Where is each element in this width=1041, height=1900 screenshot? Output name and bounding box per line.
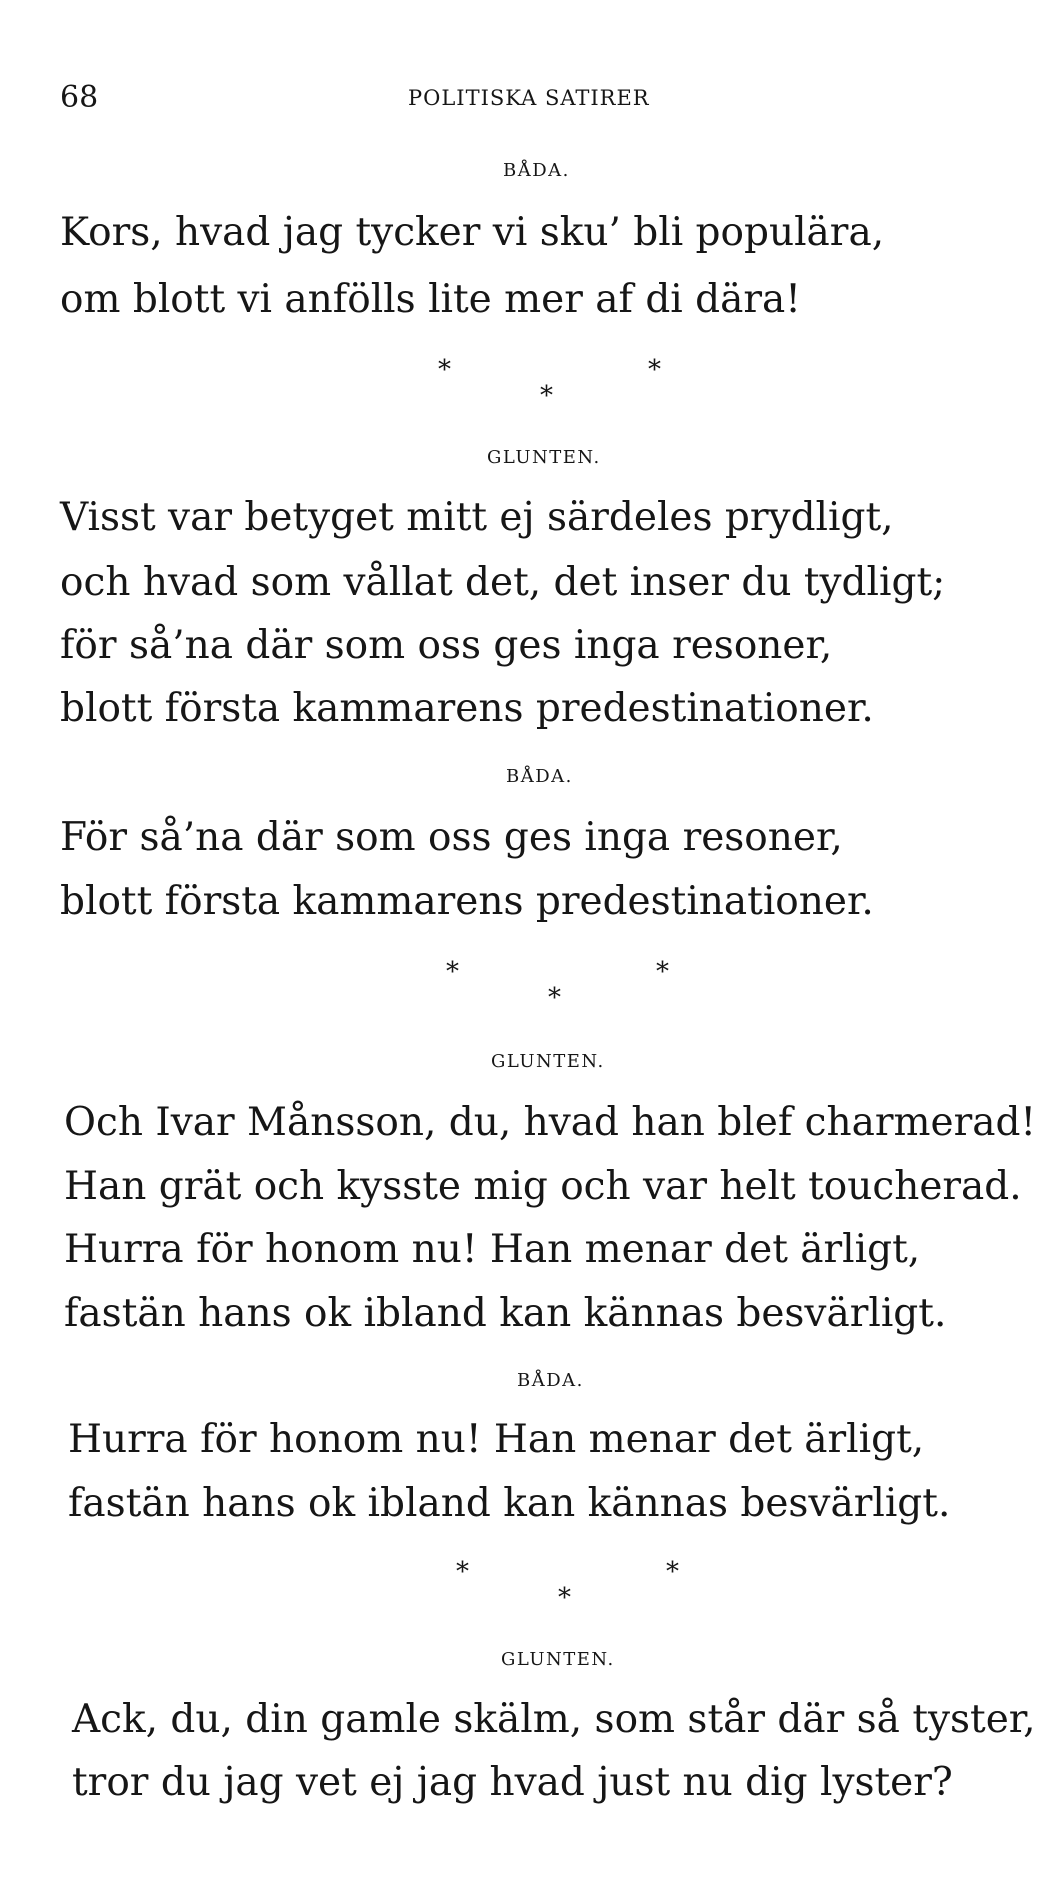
asterisk-icon: * (446, 957, 459, 987)
asterism (456, 1557, 716, 1617)
asterism (446, 957, 706, 1017)
asterisk-icon: * (558, 1583, 571, 1613)
speaker-heading: GLUNTEN. (487, 447, 601, 468)
asterisk-icon: * (540, 381, 553, 411)
speaker-heading: BÅDA. (503, 160, 570, 181)
speaker-heading: BÅDA. (506, 766, 573, 787)
speaker-heading: GLUNTEN. (501, 1649, 615, 1670)
verse-line: och hvad som vållat det, det inser du tydligt; (60, 560, 946, 605)
verse-line: Han grät och kysste mig och var helt toucherad. (64, 1164, 1022, 1209)
speaker-heading: BÅDA. (517, 1370, 584, 1391)
verse-line: Kors, hvad jag tycker vi sku’ bli populära, (60, 210, 885, 255)
verse-line: Och Ivar Månsson, du, hvad han blef charmerad! (64, 1100, 1037, 1145)
asterisk-icon: * (548, 983, 561, 1013)
asterisk-icon: * (438, 355, 451, 385)
verse-line: Visst var betyget mitt ej särdeles prydligt, (60, 495, 894, 540)
verse-line: Hurra för honom nu! Han menar det ärligt, (64, 1227, 921, 1272)
asterism (438, 355, 698, 415)
verse-line: blott första kammarens predestinationer. (60, 879, 874, 924)
speaker-heading: GLUNTEN. (491, 1051, 605, 1072)
verse-line: tror du jag vet ej jag hvad just nu dig lyster? (72, 1760, 953, 1805)
verse-line: För så’na där som oss ges inga resoner, (60, 815, 843, 860)
asterisk-icon: * (648, 355, 661, 385)
page-header (0, 80, 1041, 120)
verse-line: Ack, du, din gamle skälm, som står där så tyster, (72, 1697, 1036, 1742)
verse-line: blott första kammarens predestinationer. (60, 686, 874, 731)
page-number: 68 (60, 80, 99, 115)
asterisk-icon: * (456, 1557, 469, 1587)
running-title: POLITISKA SATIRER (408, 86, 650, 110)
verse-line: fastän hans ok ibland kan kännas besvärligt. (64, 1291, 947, 1336)
verse-line: fastän hans ok ibland kan kännas besvärligt. (68, 1481, 951, 1526)
verse-line: för så’na där som oss ges inga resoner, (60, 623, 833, 668)
verse-line: Hurra för honom nu! Han menar det ärligt, (68, 1417, 925, 1462)
asterisk-icon: * (656, 957, 669, 987)
asterisk-icon: * (666, 1557, 679, 1587)
verse-line: om blott vi anfölls lite mer af di dära! (60, 277, 801, 322)
